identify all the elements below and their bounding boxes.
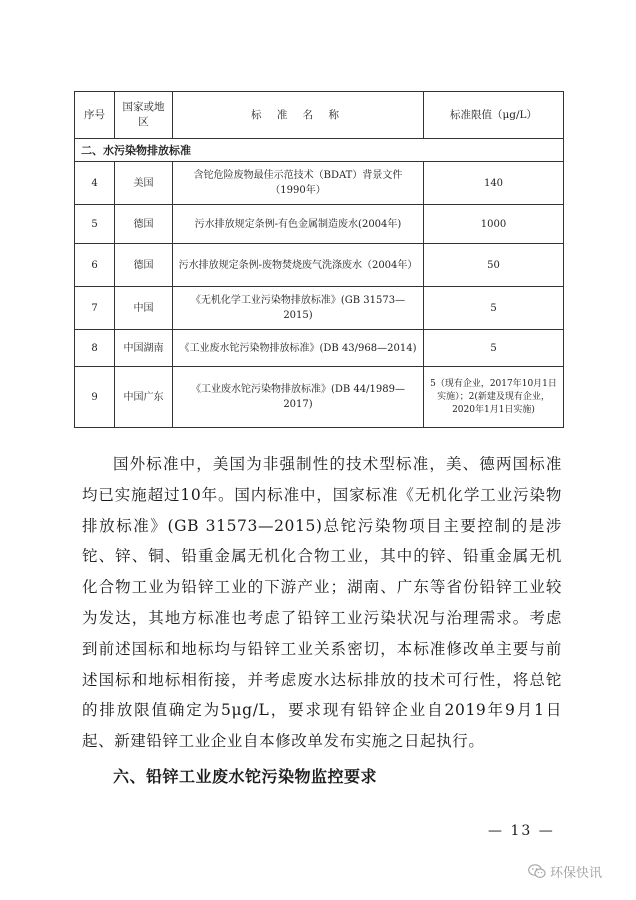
cell-limit: 50	[424, 244, 564, 287]
cell-no: 5	[75, 205, 115, 244]
cell-region: 中国广东	[115, 367, 173, 428]
cell-region: 中国湖南	[115, 330, 173, 367]
header-region: 国家或地区	[115, 92, 173, 139]
cell-no: 8	[75, 330, 115, 367]
cell-limit: 1000	[424, 205, 564, 244]
cell-region: 中国	[115, 287, 173, 330]
cell-name: 污水排放规定条例-废物焚烧废气洗涤废水（2004年）	[173, 244, 424, 287]
section-row	[75, 139, 564, 162]
header-limit: 标准限值（μg/L）	[424, 92, 564, 139]
cell-name: 《工业废水铊污染物排放标准》(DB 44/1989—2017)	[173, 367, 424, 428]
header-name: 标 准 名 称	[173, 92, 424, 139]
cell-limit: 5	[424, 287, 564, 330]
body-paragraph: 国外标准中，美国为非强制性的技术型标准，美、德两国标准均已实施超过10年。国内标准中，国家标准《无机化学工业污染物排放标准》(GB 31573—2015)总铊污染物项目主要控制的是涉铊、锌、铜、铅重金属无机化合物工业，其中的锌、铅重金属无机化合物工业为铅锌工业的下游产业；湖南、广东等省份铅锌工业较为发达，其地方标准也考虑了铅锌工业污染状况与治理需求。考虑到前述国标和地标均与铅锌工业关系密切，本标准修改单主要与前述国标和地标相衔接，并考虑废水达标排放的技术可行性，将总铊的排放限值确定为5μg/L，要求现有铅锌企业自2019年9月1日起、新建铅锌工业企业自本修改单发布实施之日起执行。	[82, 455, 562, 751]
cell-no: 4	[75, 162, 115, 205]
table-row	[75, 205, 564, 244]
cell-region: 德国	[115, 244, 173, 287]
section-title: 二、水污染物排放标准	[75, 139, 564, 162]
watermark	[528, 862, 602, 881]
cell-no: 7	[75, 287, 115, 330]
cell-limit: 140	[424, 162, 564, 205]
cell-name: 含铊危险废物最佳示范技术（BDAT）背景文件（1990年）	[173, 162, 424, 205]
cell-no: 9	[75, 367, 115, 428]
table-row	[75, 330, 564, 367]
cell-region: 德国	[115, 205, 173, 244]
table-header-row	[75, 92, 564, 139]
section-heading: 六、铅锌工业废水铊污染物监控要求	[113, 767, 378, 786]
standards-table	[74, 91, 564, 428]
table-row	[75, 244, 564, 287]
cell-name: 污水排放规定条例-有色金属制造废水(2004年)	[173, 205, 424, 244]
table-row	[75, 367, 564, 428]
cell-name: 《无机化学工业污染物排放标准》(GB 31573—2015)	[173, 287, 424, 330]
cell-no: 6	[75, 244, 115, 287]
cell-region: 美国	[115, 162, 173, 205]
cell-limit: 5（现有企业，2017年10月1日实施）；2(新建及现有企业，2020年1月1日实施)	[424, 367, 564, 428]
table-row	[75, 162, 564, 205]
table-row	[75, 287, 564, 330]
cell-name: 《工业废水铊污染物排放标准》(DB 43/968—2014)	[173, 330, 424, 367]
page-number: — 13 —	[488, 823, 555, 839]
header-no: 序号	[75, 92, 115, 139]
watermark-text: 环保快讯	[550, 866, 603, 881]
cell-limit: 5	[424, 330, 564, 367]
wechat-icon	[528, 864, 546, 879]
